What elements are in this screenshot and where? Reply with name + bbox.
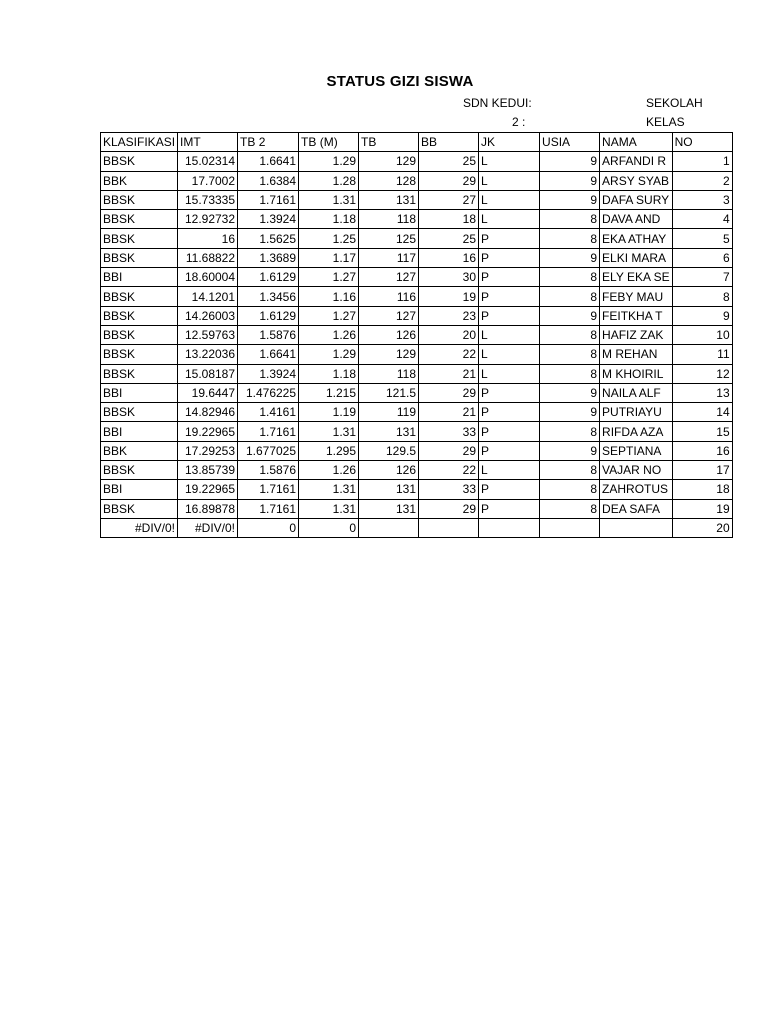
table-cell: ELKI MARA bbox=[600, 248, 673, 267]
table-cell: 8 bbox=[672, 287, 732, 306]
table-cell: L bbox=[479, 152, 540, 171]
table-cell: BBI bbox=[101, 268, 178, 287]
table-cell: BBSK bbox=[101, 403, 178, 422]
table-cell: 8 bbox=[540, 268, 600, 287]
table-cell: 17.7002 bbox=[178, 171, 238, 190]
column-header: JK bbox=[479, 133, 540, 152]
table-cell: P bbox=[479, 422, 540, 441]
table-cell: BBSK bbox=[101, 229, 178, 248]
table-cell: 128 bbox=[359, 171, 419, 190]
table-row bbox=[101, 461, 733, 480]
table-cell: BBK bbox=[101, 441, 178, 460]
column-header: TB (M) bbox=[299, 133, 359, 152]
table-cell: BBSK bbox=[101, 325, 178, 344]
table-cell: 12.92732 bbox=[178, 210, 238, 229]
table-cell: ARSY SYAB bbox=[600, 171, 673, 190]
table-cell: 13.85739 bbox=[178, 461, 238, 480]
table-cell: 1.31 bbox=[299, 499, 359, 518]
table-cell: 1.7161 bbox=[238, 422, 299, 441]
table-cell: 1.4161 bbox=[238, 403, 299, 422]
table-cell: 8 bbox=[540, 422, 600, 441]
table-cell: 9 bbox=[540, 383, 600, 402]
table-cell: 25 bbox=[419, 152, 479, 171]
table-cell: L bbox=[479, 190, 540, 209]
table-cell: EKA ATHAY bbox=[600, 229, 673, 248]
table-cell: 19.6447 bbox=[178, 383, 238, 402]
table-cell: 1.18 bbox=[299, 210, 359, 229]
table-cell: DAVA AND bbox=[600, 210, 673, 229]
table-cell: 1.18 bbox=[299, 364, 359, 383]
table-row bbox=[101, 171, 733, 190]
table-cell: FEITKHA T bbox=[600, 306, 673, 325]
table-cell: 10 bbox=[672, 325, 732, 344]
table-cell: 1.28 bbox=[299, 171, 359, 190]
table-cell: 16 bbox=[672, 441, 732, 460]
table-cell: 1.3924 bbox=[238, 364, 299, 383]
table-row bbox=[101, 229, 733, 248]
table-cell: HAFIZ ZAK bbox=[600, 325, 673, 344]
table-cell: 19 bbox=[672, 499, 732, 518]
table-cell: 29 bbox=[419, 171, 479, 190]
table-cell: 8 bbox=[540, 461, 600, 480]
table-cell: 17.29253 bbox=[178, 441, 238, 460]
table-cell: 3 bbox=[672, 190, 732, 209]
table-cell: 19 bbox=[419, 287, 479, 306]
table-cell: 118 bbox=[359, 364, 419, 383]
table-cell: BBK bbox=[101, 171, 178, 190]
table-cell: BBSK bbox=[101, 364, 178, 383]
table-cell: 9 bbox=[540, 441, 600, 460]
table-row bbox=[101, 499, 733, 518]
table-cell: 1.6129 bbox=[238, 306, 299, 325]
table-cell bbox=[479, 518, 540, 537]
table-cell bbox=[540, 518, 600, 537]
table-cell: 1.6129 bbox=[238, 268, 299, 287]
table-cell: 1.3456 bbox=[238, 287, 299, 306]
table-cell: 8 bbox=[540, 210, 600, 229]
table-cell: P bbox=[479, 441, 540, 460]
table-cell: 129 bbox=[359, 345, 419, 364]
table-cell: 127 bbox=[359, 268, 419, 287]
column-header: USIA bbox=[540, 133, 600, 152]
table-cell: 6 bbox=[672, 248, 732, 267]
table-cell: P bbox=[479, 499, 540, 518]
table-cell: #DIV/0! bbox=[101, 518, 178, 537]
table-cell bbox=[419, 518, 479, 537]
table-cell: 1.27 bbox=[299, 268, 359, 287]
table-row bbox=[101, 518, 733, 537]
table-cell: 16 bbox=[178, 229, 238, 248]
table-cell: 5 bbox=[672, 229, 732, 248]
column-header: TB 2 bbox=[238, 133, 299, 152]
table-cell: 1 bbox=[672, 152, 732, 171]
table-cell: M KHOIRIL bbox=[600, 364, 673, 383]
table-cell: P bbox=[479, 287, 540, 306]
table-cell: P bbox=[479, 268, 540, 287]
table-cell: 1.17 bbox=[299, 248, 359, 267]
school-label: SEKOLAH bbox=[646, 96, 703, 110]
table-cell: P bbox=[479, 480, 540, 499]
table-cell: 15.02314 bbox=[178, 152, 238, 171]
table-cell: 29 bbox=[419, 499, 479, 518]
table-cell: 23 bbox=[419, 306, 479, 325]
table-cell: 126 bbox=[359, 325, 419, 344]
page-title: STATUS GIZI SISWA bbox=[326, 73, 474, 90]
table-cell: L bbox=[479, 345, 540, 364]
table-cell: L bbox=[479, 325, 540, 344]
table-cell: 15.08187 bbox=[178, 364, 238, 383]
table-cell: 18.60004 bbox=[178, 268, 238, 287]
table-cell: 1.26 bbox=[299, 461, 359, 480]
table-cell: 14 bbox=[672, 403, 732, 422]
table-row bbox=[101, 306, 733, 325]
table-cell: 1.677025 bbox=[238, 441, 299, 460]
table-cell: 1.26 bbox=[299, 325, 359, 344]
table-cell: 12.59763 bbox=[178, 325, 238, 344]
table-cell: 129 bbox=[359, 152, 419, 171]
table-cell: 22 bbox=[419, 345, 479, 364]
table-cell: 1.31 bbox=[299, 480, 359, 499]
table-cell: 1.19 bbox=[299, 403, 359, 422]
table-cell: 9 bbox=[540, 171, 600, 190]
table-cell: L bbox=[479, 171, 540, 190]
table-cell: 9 bbox=[672, 306, 732, 325]
table-cell: 121.5 bbox=[359, 383, 419, 402]
table-cell: 131 bbox=[359, 480, 419, 499]
table-row bbox=[101, 480, 733, 499]
table-cell: DAFA SURY bbox=[600, 190, 673, 209]
table-cell: 1.5876 bbox=[238, 461, 299, 480]
table-row bbox=[101, 345, 733, 364]
table-cell: 19.22965 bbox=[178, 480, 238, 499]
table-row bbox=[101, 268, 733, 287]
table-cell: ZAHROTUS bbox=[600, 480, 673, 499]
table-cell: L bbox=[479, 364, 540, 383]
table-cell: SEPTIANA bbox=[600, 441, 673, 460]
table-cell: 1.6384 bbox=[238, 171, 299, 190]
table-cell: 14.1201 bbox=[178, 287, 238, 306]
table-cell: 1.16 bbox=[299, 287, 359, 306]
table-cell: 1.476225 bbox=[238, 383, 299, 402]
table-cell: 0 bbox=[238, 518, 299, 537]
table-cell: BBSK bbox=[101, 287, 178, 306]
table-cell: 8 bbox=[540, 480, 600, 499]
table-cell: 1.215 bbox=[299, 383, 359, 402]
table-cell: 1.27 bbox=[299, 306, 359, 325]
table-cell: BBSK bbox=[101, 345, 178, 364]
table-row bbox=[101, 152, 733, 171]
table-cell: P bbox=[479, 383, 540, 402]
table-row bbox=[101, 403, 733, 422]
table-cell: 15.73335 bbox=[178, 190, 238, 209]
table-cell: 8 bbox=[540, 499, 600, 518]
table-cell: DEA SAFA bbox=[600, 499, 673, 518]
table-cell: BBI bbox=[101, 383, 178, 402]
table-cell: 1.5876 bbox=[238, 325, 299, 344]
table-cell: 16 bbox=[419, 248, 479, 267]
table-cell: 9 bbox=[540, 248, 600, 267]
table-cell: 18 bbox=[672, 480, 732, 499]
table-cell: 126 bbox=[359, 461, 419, 480]
table-cell: 1.31 bbox=[299, 190, 359, 209]
table-row bbox=[101, 441, 733, 460]
table-cell: 1.295 bbox=[299, 441, 359, 460]
table-cell: 1.7161 bbox=[238, 499, 299, 518]
table-cell: 1.3924 bbox=[238, 210, 299, 229]
table-cell: 1.6641 bbox=[238, 152, 299, 171]
table-cell: 33 bbox=[419, 422, 479, 441]
column-header: NAMA bbox=[600, 133, 673, 152]
table-cell: FEBY MAU bbox=[600, 287, 673, 306]
table-cell: 14.82946 bbox=[178, 403, 238, 422]
table-cell: 11.68822 bbox=[178, 248, 238, 267]
table-cell: 21 bbox=[419, 364, 479, 383]
table-cell: 131 bbox=[359, 190, 419, 209]
table-cell: 15 bbox=[672, 422, 732, 441]
table-row bbox=[101, 248, 733, 267]
table-cell bbox=[359, 518, 419, 537]
column-header: IMT bbox=[178, 133, 238, 152]
table-row bbox=[101, 364, 733, 383]
table-cell: VAJAR NO bbox=[600, 461, 673, 480]
table-cell: P bbox=[479, 248, 540, 267]
status-gizi-table bbox=[100, 132, 733, 538]
table-cell: 116 bbox=[359, 287, 419, 306]
table-row bbox=[101, 422, 733, 441]
column-header: TB bbox=[359, 133, 419, 152]
table-cell: P bbox=[479, 229, 540, 248]
table-cell: 1.29 bbox=[299, 152, 359, 171]
column-header: NO bbox=[672, 133, 732, 152]
table-cell: PUTRIAYU bbox=[600, 403, 673, 422]
table-cell: 11 bbox=[672, 345, 732, 364]
table-cell: 25 bbox=[419, 229, 479, 248]
table-cell: 16.89878 bbox=[178, 499, 238, 518]
column-header: KLASIFIKASI bbox=[101, 133, 178, 152]
table-cell: 19.22965 bbox=[178, 422, 238, 441]
table-header-row bbox=[101, 133, 733, 152]
table-cell: 2 bbox=[672, 171, 732, 190]
table-cell: 30 bbox=[419, 268, 479, 287]
table-cell: P bbox=[479, 306, 540, 325]
table-row bbox=[101, 190, 733, 209]
table-cell: 12 bbox=[672, 364, 732, 383]
table-cell: RIFDA AZA bbox=[600, 422, 673, 441]
table-cell: 13.22036 bbox=[178, 345, 238, 364]
class-value: 2 : bbox=[512, 115, 526, 129]
table-cell: 20 bbox=[419, 325, 479, 344]
table-cell: 9 bbox=[540, 403, 600, 422]
table-cell: 18 bbox=[419, 210, 479, 229]
table-cell: 7 bbox=[672, 268, 732, 287]
table-cell: BBSK bbox=[101, 190, 178, 209]
table-cell: 1.31 bbox=[299, 422, 359, 441]
table-cell bbox=[600, 518, 673, 537]
table-cell: 13 bbox=[672, 383, 732, 402]
table-cell: 1.7161 bbox=[238, 480, 299, 499]
table-cell: 9 bbox=[540, 306, 600, 325]
table-cell: 118 bbox=[359, 210, 419, 229]
table-cell: 1.3689 bbox=[238, 248, 299, 267]
table-row bbox=[101, 210, 733, 229]
table-cell: P bbox=[479, 403, 540, 422]
table-cell: 8 bbox=[540, 345, 600, 364]
table-cell: 29 bbox=[419, 441, 479, 460]
table-row bbox=[101, 325, 733, 344]
table-cell: 1.5625 bbox=[238, 229, 299, 248]
school-value: SDN KEDUI: bbox=[463, 96, 532, 110]
table-cell: BBSK bbox=[101, 210, 178, 229]
table-cell: NAILA ALF bbox=[600, 383, 673, 402]
table-cell: 8 bbox=[540, 325, 600, 344]
table-cell: 22 bbox=[419, 461, 479, 480]
table-cell: 21 bbox=[419, 403, 479, 422]
table-cell: 4 bbox=[672, 210, 732, 229]
table-cell: BBSK bbox=[101, 152, 178, 171]
table-cell: 125 bbox=[359, 229, 419, 248]
table-cell: ELY EKA SE bbox=[600, 268, 673, 287]
table-cell: ARFANDI R bbox=[600, 152, 673, 171]
table-row bbox=[101, 383, 733, 402]
table-cell: 1.7161 bbox=[238, 190, 299, 209]
table-cell: 33 bbox=[419, 480, 479, 499]
table-cell: 1.29 bbox=[299, 345, 359, 364]
table-cell: M REHAN bbox=[600, 345, 673, 364]
table-cell: 1.6641 bbox=[238, 345, 299, 364]
table-cell: 14.26003 bbox=[178, 306, 238, 325]
table-cell: 127 bbox=[359, 306, 419, 325]
table-cell: L bbox=[479, 210, 540, 229]
table-row bbox=[101, 287, 733, 306]
table-cell: #DIV/0! bbox=[178, 518, 238, 537]
table-cell: BBSK bbox=[101, 499, 178, 518]
column-header: BB bbox=[419, 133, 479, 152]
table-cell: BBI bbox=[101, 480, 178, 499]
table-cell: 9 bbox=[540, 190, 600, 209]
table-cell: BBSK bbox=[101, 461, 178, 480]
table-cell: BBSK bbox=[101, 248, 178, 267]
table-cell: BBI bbox=[101, 422, 178, 441]
table-cell: 8 bbox=[540, 364, 600, 383]
table-cell: 8 bbox=[540, 287, 600, 306]
table-cell: 0 bbox=[299, 518, 359, 537]
class-label: KELAS bbox=[646, 115, 685, 129]
table-cell: 117 bbox=[359, 248, 419, 267]
table-cell: 9 bbox=[540, 152, 600, 171]
table-cell: 119 bbox=[359, 403, 419, 422]
table-cell: 129.5 bbox=[359, 441, 419, 460]
table-cell: BBSK bbox=[101, 306, 178, 325]
table-cell: 29 bbox=[419, 383, 479, 402]
table-cell: L bbox=[479, 461, 540, 480]
table-cell: 17 bbox=[672, 461, 732, 480]
table-cell: 131 bbox=[359, 499, 419, 518]
table-cell: 27 bbox=[419, 190, 479, 209]
table-cell: 1.25 bbox=[299, 229, 359, 248]
table-cell: 20 bbox=[672, 518, 732, 537]
table-cell: 8 bbox=[540, 229, 600, 248]
table-cell: 131 bbox=[359, 422, 419, 441]
